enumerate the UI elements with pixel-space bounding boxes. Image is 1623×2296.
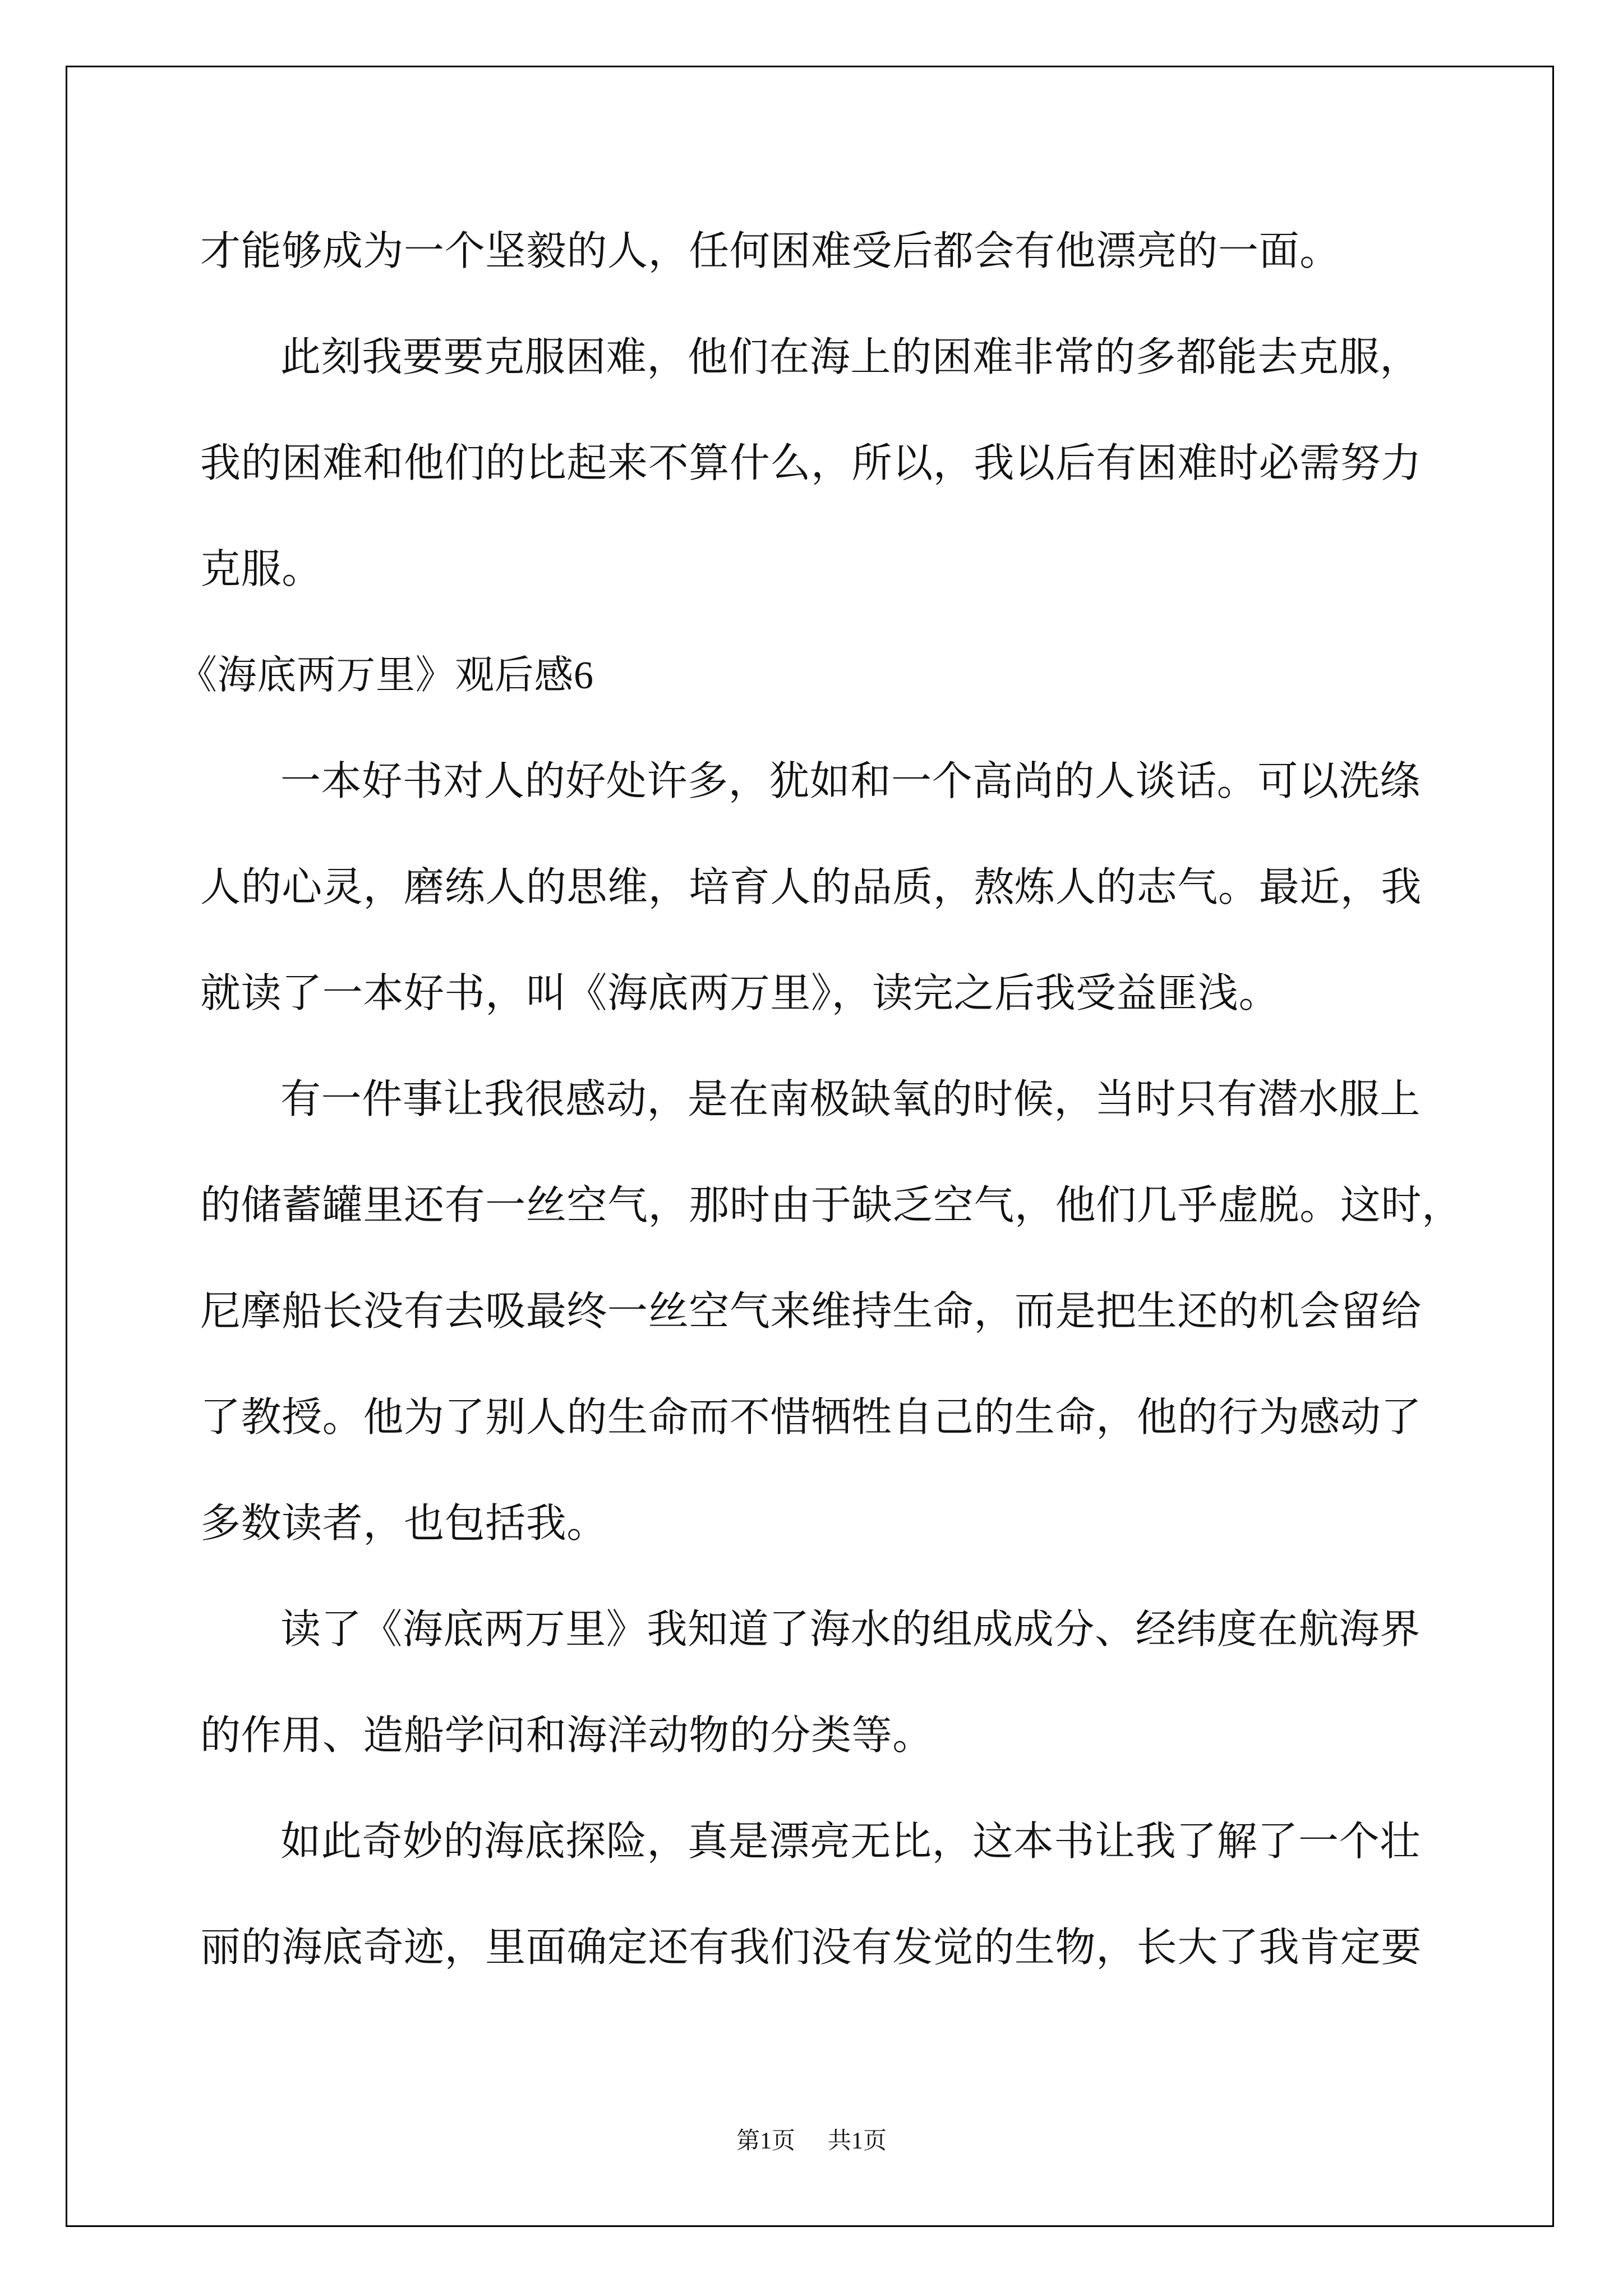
paragraph-line: 人的心灵，磨练人的思维，培育人的品质，熬炼人的志气。最近，我 — [200, 865, 1422, 910]
paragraph-line: 我的困难和他们的比起来不算什么，所以，我以后有困难时必需努力 — [200, 441, 1422, 486]
paragraph-line: 丽的海底奇迹，里面确定还有我们没有发觉的生物，长大了我肯定要 — [200, 1925, 1422, 1970]
paragraph-line: 有一件事让我很感动，是在南极缺氧的时候，当时只有潜水服上 — [280, 1077, 1421, 1122]
paragraph-line: 尼摩船长没有去吸最终一丝空气来维持生命，而是把生还的机会留给 — [200, 1289, 1422, 1334]
paragraph-line: 才能够成为一个坚毅的人，任何困难受后都会有他漂亮的一面。 — [200, 229, 1340, 274]
paragraph-line: 读了《海底两万里》我知道了海水的组成成分、经纬度在航海界 — [280, 1607, 1421, 1652]
page-number-current: 第1页 — [736, 2128, 795, 2154]
paragraph-line: 的储蓄罐里还有一丝空气，那时由于缺乏空气，他们几乎虚脱。这时， — [200, 1183, 1463, 1228]
paragraph-line: 多数读者，也包括我。 — [200, 1501, 608, 1546]
paragraph-line: 了教授。他为了别人的生命而不惜牺牲自己的生命，他的行为感动了 — [200, 1395, 1422, 1440]
paragraph-line: 一本好书对人的好处许多，犹如和一个高尚的人谈话。可以洗绦 — [280, 759, 1421, 804]
page-footer — [0, 2127, 1623, 2155]
paragraph-line: 克服。 — [200, 547, 322, 592]
paragraph-line: 如此奇妙的海底探险，真是漂亮无比，这本书让我了解了一个壮 — [280, 1819, 1421, 1864]
paragraph-line: 此刻我要要克服困难，他们在海上的困难非常的多都能去克服， — [280, 335, 1421, 380]
document-title: 《海底两万里》观后感6 — [178, 654, 594, 697]
page-number-total: 共1页 — [828, 2128, 887, 2154]
paragraph-line: 就读了一本好书，叫《海底两万里》，读完之后我受益匪浅。 — [200, 971, 1280, 1016]
paragraph-line: 的作用、造船学问和海洋动物的分类等。 — [200, 1713, 933, 1758]
document-body — [178, 199, 1524, 2001]
